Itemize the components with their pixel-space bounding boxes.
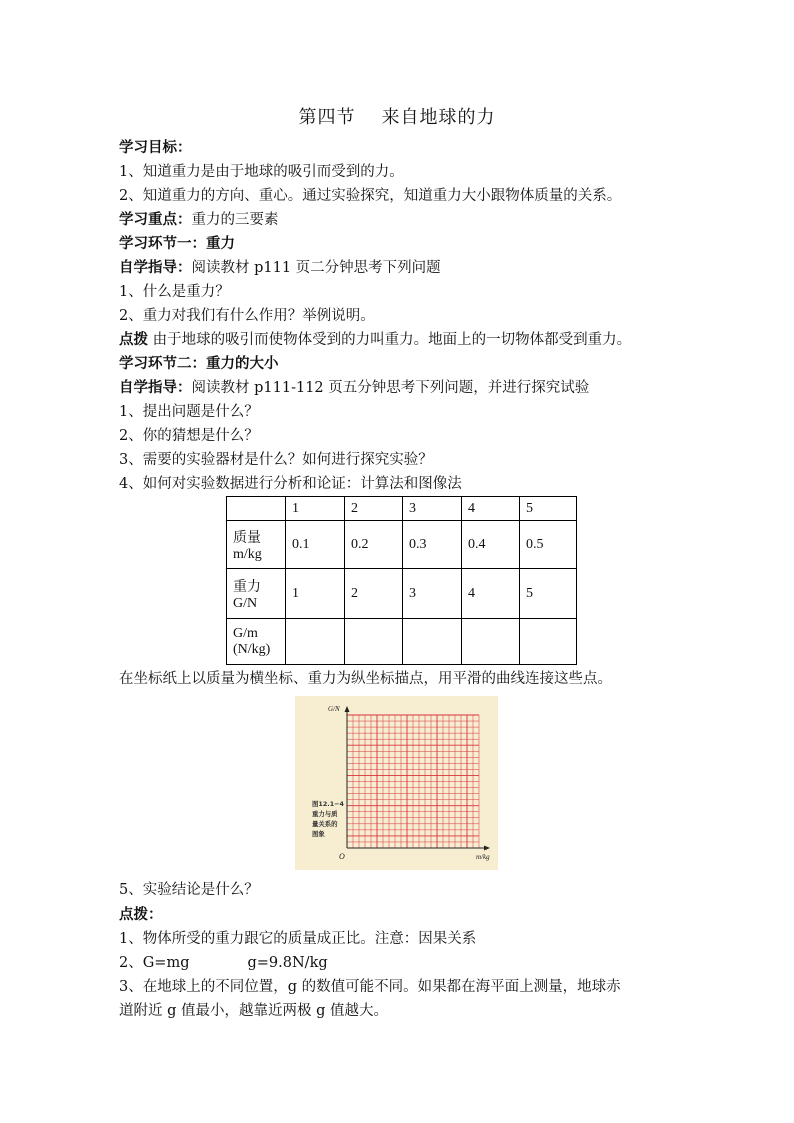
hint2-item: 道附近 g 值最小，越靠近两极 g 值越大。: [119, 1003, 388, 1019]
formula-g-mg: 2、G=mg: [119, 955, 190, 971]
goal-item: 2、知道重力的方向、重心。通过实验探究，知道重力大小跟物体质量的关系。: [119, 188, 622, 204]
table-cell: [286, 619, 345, 665]
table-header-row: [227, 497, 577, 521]
table-cell: 5: [520, 497, 577, 521]
table-cell: 0.4: [462, 521, 520, 569]
table-cell: 1: [286, 569, 345, 619]
table-cell: [403, 619, 462, 665]
x-axis-label: m/kg: [476, 853, 490, 861]
question-item: 3、需要的实验器材是什么？如何进行探究实验？: [119, 452, 433, 468]
row-label-unit: G/N: [233, 595, 258, 611]
figure-caption-line: 图12.1−4: [312, 800, 344, 808]
table-cell: 2: [345, 497, 403, 521]
table-cell: [227, 497, 286, 521]
row-label: [227, 569, 286, 619]
question-item: 2、你的猜想是什么？: [119, 428, 259, 444]
question-item: 1、什么是重力？: [119, 284, 230, 300]
question-5: 5、实验结论是什么？: [119, 882, 259, 898]
table-cell: [520, 619, 577, 665]
table-row: [227, 569, 577, 619]
key-point-label: 学习重点：: [119, 212, 192, 228]
table-cell: 3: [403, 497, 462, 521]
hint2-item: 3、在地球上的不同位置，g 的数值可能不同。如果都在海平面上测量，地球赤: [119, 979, 621, 995]
table-cell: 4: [462, 569, 520, 619]
page-title: [0, 103, 794, 129]
graph-paper-svg: [295, 696, 498, 870]
table-cell: 3: [403, 569, 462, 619]
grid-lines: [347, 715, 479, 848]
section1-hint: [119, 330, 631, 350]
title-section-number: 第四节: [298, 107, 356, 128]
self-study-label: 自学指导：: [119, 260, 192, 276]
table-cell: [345, 619, 403, 665]
row-label-line: 质量: [233, 530, 261, 546]
question-item: 2、重力对我们有什么作用？举例说明。: [119, 308, 375, 324]
self-study-text: 阅读教材 p111-112 页五分钟思考下列问题，并进行探究试验: [191, 380, 590, 396]
table-cell: 1: [286, 497, 345, 521]
hint-label: 点拨: [119, 332, 148, 348]
table-cell: [462, 619, 520, 665]
hint2-item: 1、物体所受的重力跟它的质量成正比。注意：因果关系: [119, 931, 477, 947]
key-point-text: 重力的三要素: [191, 212, 279, 228]
figure-caption-line: 重力与质: [312, 810, 338, 818]
y-axis-arrow-icon: [345, 706, 350, 712]
formula-g-value: g=9.8N/kg: [247, 955, 328, 971]
figure-caption-line: 量关系的: [312, 820, 338, 828]
question-item: 1、提出问题是什么？: [119, 404, 259, 420]
section1-self-study: [119, 258, 441, 278]
graph-paper-figure: [295, 696, 498, 870]
x-axis-arrow-icon: [484, 846, 490, 851]
section1-heading: 学习环节一：重力: [119, 236, 235, 252]
table-cell: 4: [462, 497, 520, 521]
row-label-unit: (N/kg): [233, 641, 271, 657]
row-label-line: 重力: [233, 579, 261, 595]
goals-heading: 学习目标：: [119, 140, 192, 156]
hint2-formula: [119, 953, 328, 973]
section2-self-study: [119, 378, 589, 398]
row-label: [227, 619, 286, 665]
row-label-line: G/m: [233, 625, 258, 641]
figure-caption-line: 图象: [312, 830, 325, 838]
self-study-text: 阅读教材 p111 页二分钟思考下列问题: [191, 260, 441, 276]
table-cell: 0.5: [520, 521, 577, 569]
hint2-heading: 点拨：: [119, 907, 163, 923]
row-label: [227, 521, 286, 569]
origin-label: O: [339, 852, 345, 861]
table-cell: 2: [345, 569, 403, 619]
goal-item: 1、知道重力是由于地球的吸引而受到的力。: [119, 164, 404, 180]
y-axis-label: G/N: [328, 705, 340, 713]
table-cell: 0.3: [403, 521, 462, 569]
section2-heading: 学习环节二：重力的大小: [119, 356, 279, 372]
title-text: 来自地球的力: [381, 107, 496, 128]
table-cell: 5: [520, 569, 577, 619]
table-row: [227, 521, 577, 569]
question-item: 4、如何对实验数据进行分析和论证：计算法和图像法: [119, 476, 462, 492]
self-study-label: 自学指导：: [119, 380, 192, 396]
hint-text: 由于地球的吸引而使物体受到的力叫重力。地面上的一切物体都受到重力。: [148, 332, 632, 348]
data-table: [226, 496, 577, 665]
table-row: [227, 619, 577, 665]
table-cell: 0.1: [286, 521, 345, 569]
row-label-unit: m/kg: [233, 546, 262, 562]
key-point: [119, 210, 279, 230]
plot-instruction: 在坐标纸上以质量为横坐标、重力为纵坐标描点，用平滑的曲线连接这些点。: [119, 671, 612, 687]
table-cell: 0.2: [345, 521, 403, 569]
